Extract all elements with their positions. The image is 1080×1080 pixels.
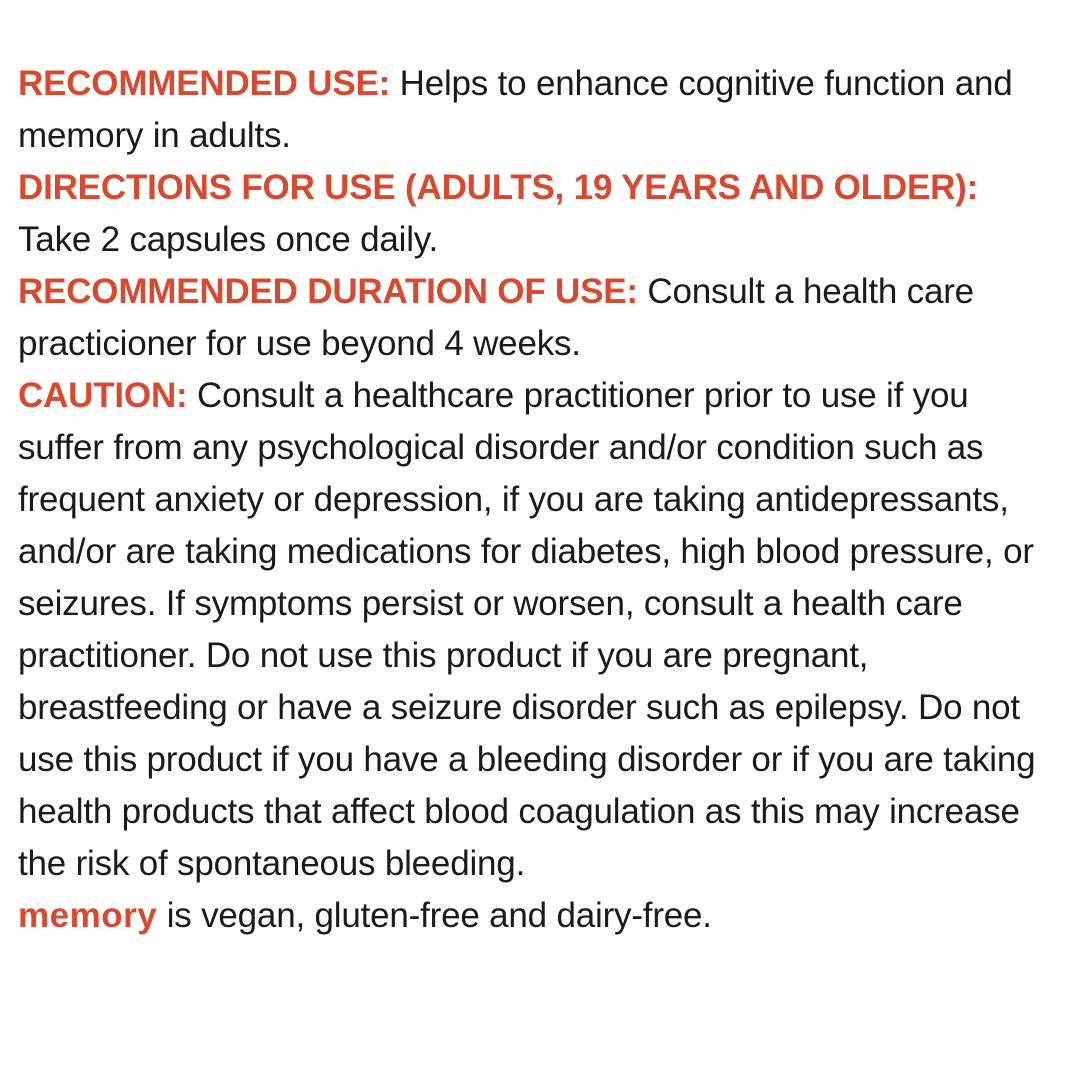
section-directions-for-use (18, 162, 1036, 266)
section-heading-directions-for-use: DIRECTIONS FOR USE (ADULTS, 19 YEARS AND OLDER): (18, 168, 979, 207)
footer-statement-text: is vegan, gluten-free and dairy-free. (157, 896, 712, 935)
section-recommended-use (18, 58, 1036, 162)
section-recommended-duration-of-use (18, 266, 1036, 370)
section-body-recommended-use: Helps to enhance cognitive function and memory in adults. (18, 64, 1013, 155)
section-body-directions-for-use: Take 2 capsules once daily. (18, 220, 439, 259)
section-body-caution: Consult a healthcare practitioner prior to use if you suffer from any psychological disorder and/or condition such as frequent anxiety or depression, if you are taking antidepressants, and/or are taking medications for diabetes, high blood pressure, or seizures. If symptoms persist or worsen, consult a health care practitioner. Do not use this product if you are pregnant, breastfeeding or have a seizure disorder such as epilepsy. Do not use this product if you have a bleeding disorder or if you are taking health products that affect blood coagulation as this may increase the risk of spontaneous bleeding. (18, 376, 1036, 883)
section-caution (18, 370, 1036, 890)
section-heading-recommended-duration-of-use: RECOMMENDED DURATION OF USE: (18, 272, 638, 311)
footer-statement (18, 890, 1036, 942)
section-heading-caution: CAUTION: (18, 376, 188, 415)
section-body-recommended-duration-of-use: Consult a health care practicioner for use beyond 4 weeks. (18, 272, 974, 363)
brand-name: memory (18, 896, 158, 935)
section-heading-recommended-use: RECOMMENDED USE: (18, 64, 391, 103)
